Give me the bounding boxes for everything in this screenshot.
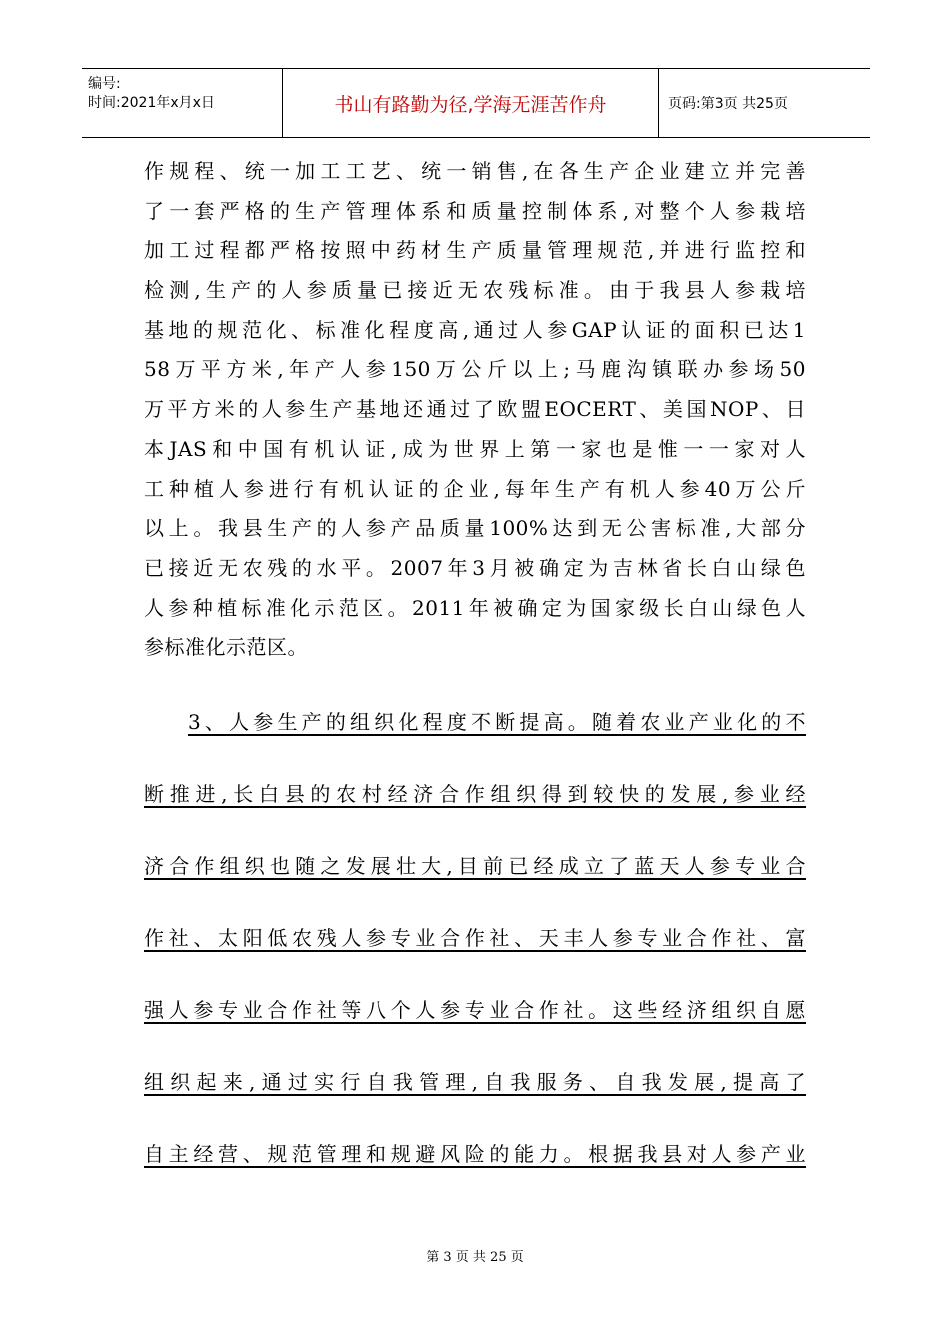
- text-line: [144, 918, 806, 990]
- text-line: 人参种植标准化示范区。2011年被确定为国家级长白山绿色人: [144, 595, 806, 620]
- text-line: 以上。我县生产的人参产品质量100%达到无公害标准,大部分: [144, 516, 806, 541]
- text-line: [144, 846, 806, 918]
- underlined-text: 3、人参生产的组织化程度不断提高。随着农业产业化的不: [188, 710, 806, 734]
- text-line: [144, 990, 806, 1062]
- text-line: [144, 1062, 806, 1134]
- text-line: 万平方米的人参生产基地还通过了欧盟EOCERT、美国NOP、日: [144, 397, 806, 422]
- text-line: 加工过程都严格按照中药材生产质量管理规范,并进行监控和: [144, 238, 806, 263]
- text-line: 58万平方米,年产人参150万公斤以上;马鹿沟镇联办参场50: [144, 357, 806, 382]
- header-page-info-cell: [659, 69, 870, 137]
- text-line: 作规程、统一加工工艺、统一销售,在各生产企业建立并完善: [144, 159, 806, 183]
- header-motto: 书山有路勤为径,学海无涯苦作舟: [283, 69, 659, 137]
- underlined-text: 组织起来,通过实行自我管理,自我服务、自我发展,提高了: [144, 1070, 806, 1094]
- text-line: 工种植人参进行有机认证的企业,每年生产有机人参40万公斤: [144, 476, 806, 501]
- paragraph-2: [144, 702, 806, 1206]
- text-line: 基地的规范化、标准化程度高,通过人参GAP认证的面积已达1: [144, 317, 806, 342]
- document-body: [144, 152, 806, 1166]
- underlined-text: 作社、太阳低农残人参专业合作社、天丰人参专业合作社、富: [144, 926, 806, 950]
- text-line: 检测,生产的人参质量已接近无农残标准。由于我县人参栽培: [144, 278, 806, 303]
- header-page-info: 页码:第3页 共25页: [668, 96, 788, 112]
- underlined-text: 强人参专业合作社等八个人参专业合作社。这些经济组织自愿: [144, 998, 806, 1022]
- text-line: 本JAS和中国有机认证,成为世界上第一家也是惟一一家对人: [144, 436, 806, 461]
- document-date-label: 时间:2021年x月x日: [88, 95, 215, 111]
- text-line: 已接近无农残的水平。2007年3月被确定为吉林省长白山绿色: [144, 555, 806, 580]
- text-line: [144, 1134, 806, 1206]
- underlined-text: 自主经营、规范管理和规避风险的能力。根据我县对人参产业: [144, 1142, 806, 1166]
- header-meta-cell: [82, 69, 283, 137]
- underlined-text: 济合作组织也随之发展壮大,目前已经成立了蓝天人参专业合: [144, 854, 806, 878]
- text-line: 了一套严格的生产管理体系和质量控制体系,对整个人参栽培: [144, 198, 806, 223]
- text-line: [144, 774, 806, 846]
- document-header: [82, 68, 870, 138]
- page-footer: 第 3 页 共 25 页: [426, 1250, 524, 1265]
- text-line: [144, 702, 806, 774]
- paragraph-1: [144, 152, 806, 668]
- document-number-label: 编号:: [88, 76, 121, 92]
- text-line: 参标准化示范区。: [144, 635, 308, 660]
- underlined-text: 断推进,长白县的农村经济合作组织得到较快的发展,参业经: [144, 782, 806, 806]
